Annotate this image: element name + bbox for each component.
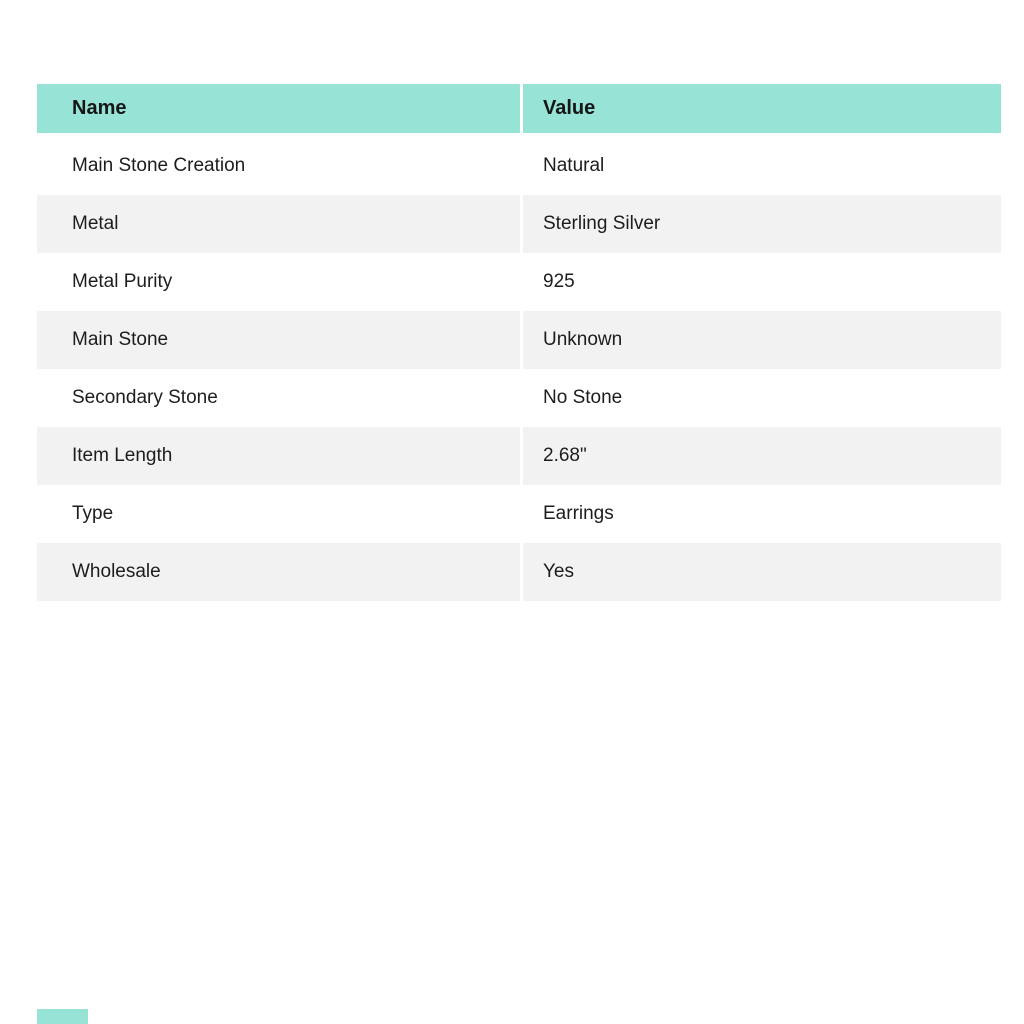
spec-value-cell: No Stone	[523, 369, 1001, 427]
spec-value-cell: 925	[523, 253, 1001, 311]
table-row	[37, 195, 1001, 253]
spec-value-cell: Earrings	[523, 485, 1001, 543]
spec-name-cell: Secondary Stone	[37, 369, 523, 427]
table-row	[37, 369, 1001, 427]
spec-value-cell: Natural	[523, 137, 1001, 195]
spec-value-cell: Yes	[523, 543, 1001, 601]
spec-name-cell: Metal Purity	[37, 253, 523, 311]
table-row	[37, 543, 1001, 601]
spec-value-cell: Sterling Silver	[523, 195, 1001, 253]
table-header-row	[37, 84, 1001, 133]
table-row	[37, 427, 1001, 485]
spec-name-cell: Main Stone Creation	[37, 137, 523, 195]
spec-name-cell: Wholesale	[37, 543, 523, 601]
table-row	[37, 485, 1001, 543]
spec-value-cell: 2.68"	[523, 427, 1001, 485]
table-body	[37, 137, 1001, 601]
table-row	[37, 253, 1001, 311]
column-header-name: Name	[37, 84, 523, 133]
spec-name-cell: Item Length	[37, 427, 523, 485]
table-row	[37, 311, 1001, 369]
spec-name-cell: Type	[37, 485, 523, 543]
table-row	[37, 137, 1001, 195]
column-header-value: Value	[543, 97, 596, 119]
spec-value-cell: Unknown	[523, 311, 1001, 369]
spec-name-cell: Main Stone	[37, 311, 523, 369]
item-specifics-table	[37, 84, 1001, 601]
next-table-header-fragment	[37, 1009, 88, 1024]
spec-name-cell: Metal	[37, 195, 523, 253]
